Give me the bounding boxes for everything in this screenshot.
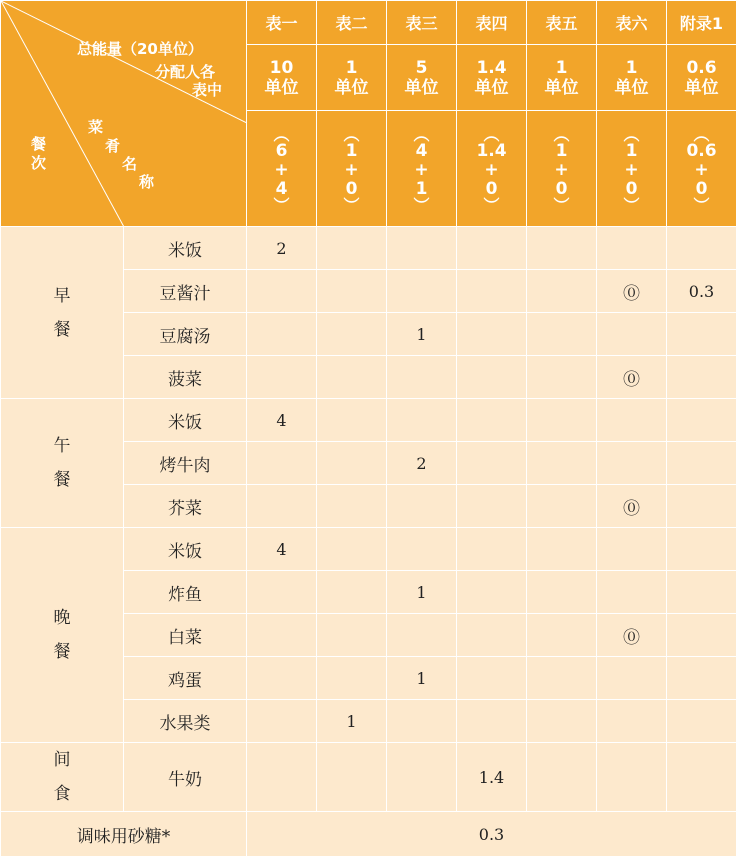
value-cell	[247, 270, 317, 313]
unit-label: 单位	[387, 78, 456, 98]
unit-cell-table4	[457, 45, 527, 111]
dish-cell: 米饭	[124, 399, 247, 442]
split-cell-table5	[527, 111, 597, 227]
value-cell	[597, 743, 667, 812]
value-cell	[527, 571, 597, 614]
value-cell: 2	[247, 227, 317, 270]
unit-label: 单位	[667, 78, 736, 98]
table-row	[1, 399, 736, 442]
unit-label: 单位	[597, 78, 666, 98]
dish-cell: 烤牛肉	[124, 442, 247, 485]
split-cell-table4	[457, 111, 527, 227]
column-header-table4: 表四	[457, 1, 527, 45]
unit-value: 1	[317, 58, 386, 78]
dish-cell: 芥菜	[124, 485, 247, 528]
value-cell	[597, 700, 667, 743]
column-header-table1: 表一	[247, 1, 317, 45]
value-cell	[457, 614, 527, 657]
value-cell	[387, 399, 457, 442]
value-cell	[387, 227, 457, 270]
value-cell	[527, 356, 597, 399]
paren-close: ︶	[693, 199, 709, 213]
table-row	[1, 227, 736, 270]
value-cell	[527, 227, 597, 270]
dish-cell: 白菜	[124, 614, 247, 657]
value-cell	[317, 571, 387, 614]
unit-label: 单位	[457, 78, 526, 98]
unit-value: 0.6	[667, 58, 736, 78]
dish-char-2: 肴	[105, 135, 120, 156]
dish-cell: 炸鱼	[124, 571, 247, 614]
column-header-table5: 表五	[527, 1, 597, 45]
value-cell	[317, 657, 387, 700]
meal-cell-lunch	[1, 399, 124, 528]
split-plus: +	[274, 161, 288, 180]
value-cell	[457, 227, 527, 270]
table-row	[1, 743, 736, 812]
meal-char-1: 餐	[31, 133, 46, 154]
split-second: 1	[416, 180, 428, 199]
value-cell	[457, 356, 527, 399]
value-cell	[387, 614, 457, 657]
unit-value: 5	[387, 58, 456, 78]
value-cell	[597, 657, 667, 700]
split-first: 1	[346, 142, 358, 161]
value-cell	[317, 356, 387, 399]
value-cell: 4	[247, 399, 317, 442]
value-cell	[317, 743, 387, 812]
unit-cell-table2	[317, 45, 387, 111]
value-cell	[317, 313, 387, 356]
unit-value: 10	[247, 58, 316, 78]
paren-close: ︶	[483, 199, 499, 213]
split-first: 1	[556, 142, 568, 161]
split-cell-table3	[387, 111, 457, 227]
paren-close: ︶	[553, 199, 569, 213]
value-cell	[667, 657, 736, 700]
paren-open: ︵	[693, 128, 709, 142]
value-cell	[457, 270, 527, 313]
value-cell	[597, 227, 667, 270]
meal-char: 晚	[1, 601, 123, 635]
value-cell	[667, 743, 736, 812]
value-cell	[317, 485, 387, 528]
paren-close: ︶	[623, 199, 639, 213]
value-cell	[457, 485, 527, 528]
split-second: 0	[696, 180, 708, 199]
value-cell	[457, 528, 527, 571]
value-cell	[527, 399, 597, 442]
column-header-table2: 表二	[317, 1, 387, 45]
value-cell	[247, 657, 317, 700]
meal-cell-breakfast	[1, 227, 124, 399]
value-cell	[247, 356, 317, 399]
paren-open: ︵	[623, 128, 639, 142]
value-cell: ⓪	[597, 356, 667, 399]
split-plus: +	[344, 161, 358, 180]
table-row	[1, 528, 736, 571]
value-cell	[667, 313, 736, 356]
paren-open: ︵	[483, 128, 499, 142]
meal-char: 餐	[1, 463, 123, 497]
value-cell	[597, 313, 667, 356]
value-cell	[247, 485, 317, 528]
meal-char: 间	[1, 743, 123, 777]
split-first: 4	[416, 142, 428, 161]
split-plus: +	[694, 161, 708, 180]
value-cell: 0.3	[667, 270, 736, 313]
value-cell: 1	[317, 700, 387, 743]
value-cell	[387, 528, 457, 571]
value-cell	[457, 657, 527, 700]
meal-char: 午	[1, 429, 123, 463]
split-plus: +	[414, 161, 428, 180]
table-header	[1, 1, 736, 227]
value-cell	[527, 270, 597, 313]
value-cell	[597, 399, 667, 442]
value-cell	[317, 528, 387, 571]
value-cell	[667, 485, 736, 528]
meal-char: 食	[1, 777, 123, 811]
split-first: 1	[626, 142, 638, 161]
meal-cell-snack	[1, 743, 124, 812]
paren-open: ︵	[553, 128, 569, 142]
value-cell: 1	[387, 657, 457, 700]
corner-header-cell	[1, 1, 247, 227]
value-cell	[667, 571, 736, 614]
dish-char-1: 菜	[88, 116, 103, 137]
meal-char: 餐	[1, 313, 123, 347]
dish-cell: 米饭	[124, 227, 247, 270]
value-cell	[597, 528, 667, 571]
split-second: 0	[346, 180, 358, 199]
unit-cell-table3	[387, 45, 457, 111]
value-cell	[667, 356, 736, 399]
unit-cell-appendix1	[667, 45, 736, 111]
dish-cell: 牛奶	[124, 743, 247, 812]
value-cell	[317, 227, 387, 270]
dish-cell: 米饭	[124, 528, 247, 571]
unit-label: 单位	[527, 78, 596, 98]
value-cell: ⓪	[597, 485, 667, 528]
unit-label: 单位	[247, 78, 316, 98]
value-cell	[387, 743, 457, 812]
table-row-sugar	[1, 812, 736, 857]
value-cell	[527, 313, 597, 356]
split-first: 0.6	[686, 142, 716, 161]
value-cell	[527, 743, 597, 812]
split-second: 4	[276, 180, 288, 199]
dish-char-3: 名	[122, 153, 137, 174]
value-cell: ⓪	[597, 270, 667, 313]
value-cell	[247, 571, 317, 614]
unit-value: 1.4	[457, 58, 526, 78]
value-cell	[387, 270, 457, 313]
split-second: 0	[626, 180, 638, 199]
split-first: 1.4	[476, 142, 506, 161]
paren-close: ︶	[413, 199, 429, 213]
value-cell	[317, 399, 387, 442]
value-cell	[667, 399, 736, 442]
dish-cell: 水果类	[124, 700, 247, 743]
diagonal-lines	[1, 1, 247, 227]
paren-open: ︵	[343, 128, 359, 142]
split-second: 0	[556, 180, 568, 199]
value-cell: 1	[387, 571, 457, 614]
value-cell	[387, 700, 457, 743]
column-header-appendix1: 附录1	[667, 1, 736, 45]
value-cell: 1	[387, 313, 457, 356]
value-cell	[527, 700, 597, 743]
value-cell: 1.4	[457, 743, 527, 812]
value-cell	[317, 270, 387, 313]
table-body	[1, 227, 736, 857]
unit-cell-table5	[527, 45, 597, 111]
value-cell	[387, 485, 457, 528]
value-cell: 2	[387, 442, 457, 485]
value-cell	[317, 614, 387, 657]
value-cell	[247, 743, 317, 812]
split-plus: +	[554, 161, 568, 180]
dish-cell: 豆酱汁	[124, 270, 247, 313]
unit-cell-table6	[597, 45, 667, 111]
allocate-label-line2: 表中	[192, 79, 222, 100]
sugar-value-cell: 0.3	[247, 812, 736, 857]
split-cell-table6	[597, 111, 667, 227]
value-cell	[527, 528, 597, 571]
split-cell-appendix1	[667, 111, 736, 227]
meal-char: 餐	[1, 635, 123, 669]
allocate-label-line1: 分配人各	[155, 61, 215, 82]
split-cell-table2	[317, 111, 387, 227]
value-cell	[527, 442, 597, 485]
value-cell	[457, 442, 527, 485]
unit-label: 单位	[317, 78, 386, 98]
unit-value: 1	[597, 58, 666, 78]
value-cell	[457, 571, 527, 614]
value-cell	[247, 700, 317, 743]
paren-open: ︵	[413, 128, 429, 142]
value-cell	[247, 313, 317, 356]
value-cell	[667, 700, 736, 743]
value-cell	[597, 442, 667, 485]
dish-cell: 豆腐汤	[124, 313, 247, 356]
value-cell	[457, 700, 527, 743]
value-cell	[527, 614, 597, 657]
value-cell	[387, 356, 457, 399]
unit-cell-table1	[247, 45, 317, 111]
total-energy-label: 总能量（20单位）	[77, 38, 203, 59]
paren-close: ︶	[343, 199, 359, 213]
value-cell	[667, 227, 736, 270]
value-cell	[457, 313, 527, 356]
value-cell: ⓪	[597, 614, 667, 657]
dish-char-4: 称	[139, 171, 154, 192]
value-cell: 4	[247, 528, 317, 571]
split-first: 6	[276, 142, 288, 161]
meal-char-2: 次	[31, 152, 46, 173]
meal-char: 早	[1, 279, 123, 313]
unit-value: 1	[527, 58, 596, 78]
column-header-table3: 表三	[387, 1, 457, 45]
value-cell	[597, 571, 667, 614]
meal-cell-dinner	[1, 528, 124, 743]
sugar-label-cell: 调味用砂糖*	[1, 812, 247, 857]
value-cell	[667, 528, 736, 571]
value-cell	[247, 614, 317, 657]
split-plus: +	[484, 161, 498, 180]
dish-cell: 菠菜	[124, 356, 247, 399]
value-cell	[317, 442, 387, 485]
value-cell	[247, 442, 317, 485]
paren-close: ︶	[273, 199, 289, 213]
split-plus: +	[624, 161, 638, 180]
value-cell	[527, 657, 597, 700]
paren-open: ︵	[273, 128, 289, 142]
split-second: 0	[486, 180, 498, 199]
value-cell	[527, 485, 597, 528]
value-cell	[667, 442, 736, 485]
value-cell	[457, 399, 527, 442]
column-header-table6: 表六	[597, 1, 667, 45]
split-cell-table1	[247, 111, 317, 227]
value-cell	[667, 614, 736, 657]
dish-cell: 鸡蛋	[124, 657, 247, 700]
